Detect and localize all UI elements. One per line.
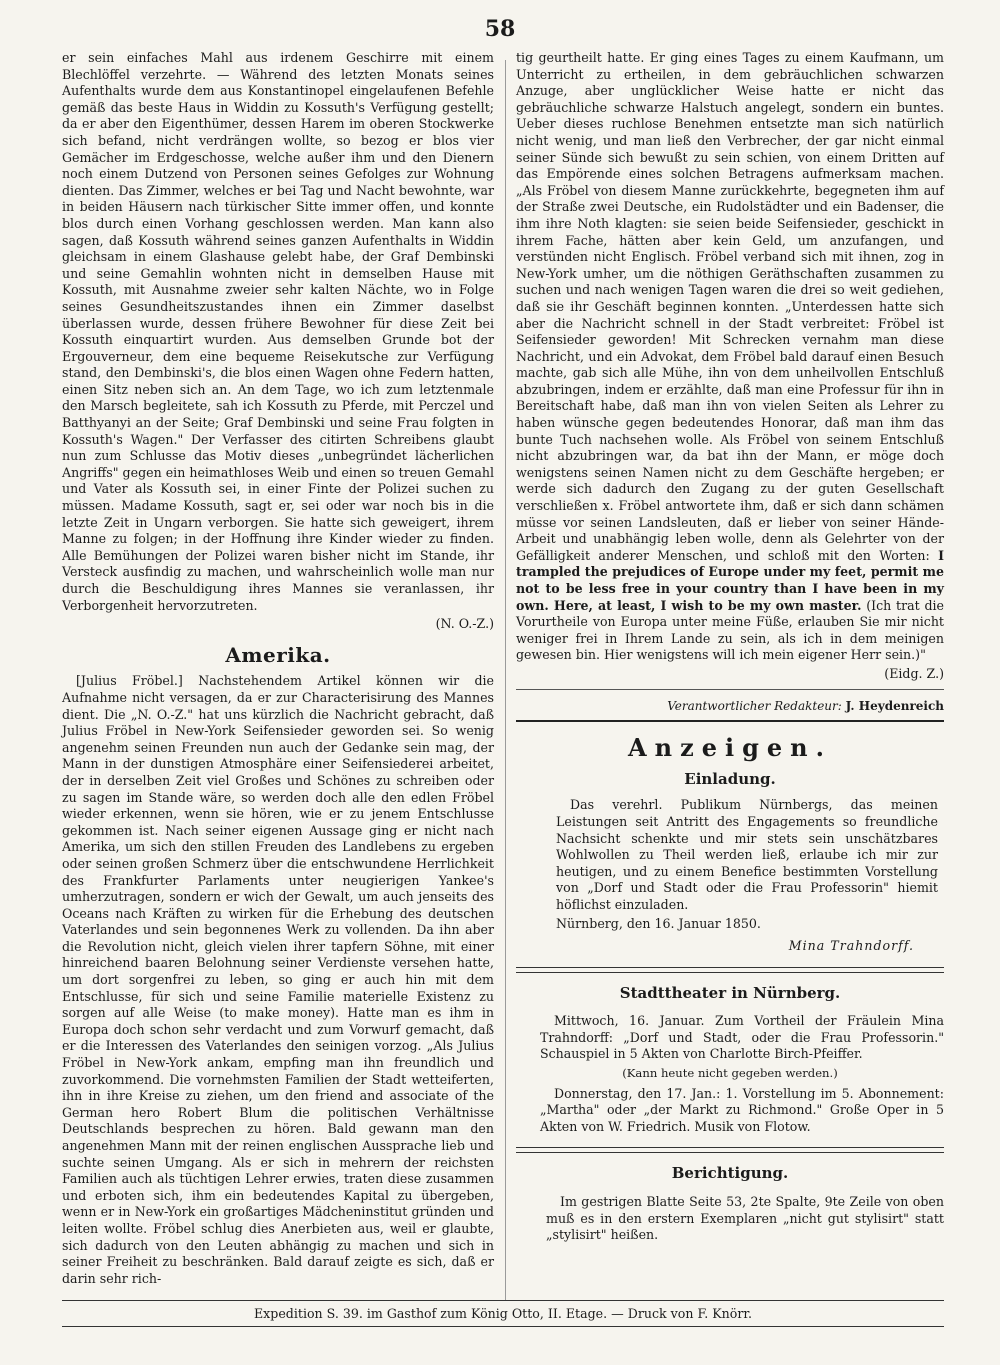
separator-rule bbox=[516, 720, 944, 722]
correction-title: Berichtigung. bbox=[671, 1164, 789, 1183]
article-lead: [Julius Fröbel.] bbox=[76, 673, 183, 689]
invitation-date: Nürnberg, den 16. Januar 1850. bbox=[556, 915, 761, 931]
editor-name: J. Heydenreich bbox=[845, 698, 944, 713]
editor-label: Verantwortlicher Redakteur: bbox=[667, 698, 842, 713]
performance-entry: Donnerstag, den 17. Jan.: 1. Vorstellung im 5. Abonnement: „Martha" oder „der Markt zu Richmond." Große Oper in 5 Akten von W. Friedrich. Musik von Flotow. bbox=[540, 1085, 944, 1134]
performance-note: (Kann heute nicht gegeben werden.) bbox=[622, 1066, 838, 1081]
footer-rule bbox=[62, 1300, 944, 1301]
article-continuation-text: tig geurtheilt hatte. Er ging eines Tages zu einem Kaufmann, um Unterricht zu ertheilen, in dem gebräuchlichen schwarzen Anzuge, aber unglücklicher Weise hatte er nicht das gebräuchliche schwarze Halstuch angelegt, sondern ein buntes. Ueber dieses ruchlose Benehmen entsetzte man sich natürlich nicht wenig, und man ließ den Verbrecher, der gar nicht einmal seiner Sünde sich bewußt zu sein schien, von einem Dritten auf das Empörende eines solchen Betragens aufmerksam machen. „Als Fröbel von diesem Manne zurückkehrte, begegneten ihm auf der Straße zwei Deutsche, ein Rudolstädter und ein Badenser, die ihm ihre Noth klagten: sie seien beide Seifensieder, geschickt in ihrem Fache, hätten aber kein Geld, um anzufangen, und verstünden nicht Englisch. Fröbel verband sich mit ihnen, zog in New-York umher, um die nöthigen Geräthschaften zusammen zu suchen und nach wenigen Tagen waren die drei so weit gediehen, daß sie ihr Geschäft beginnen konnten. „Unterdessen hatte sich aber die Nachricht schnell in der Stadt verbreitet: Fröbel ist Seifensieder geworden! Mit Schrecken vernahm man diese Nachricht, und ein Advokat, dem Fröbel bald darauf einen Besuch machte, gab sich alle Mühe, ihn von dem unheilvollen Entschluß abzubringen, indem er erzählte, daß man eine Professur für ihn in Bereitschaft habe, daß man ihn von vielen Seiten als Lehrer zu haben wünsche gegen bedeutendes Honorar, daß man ihm das bunte Tuch nachsehen wolle. Als Fröbel von seinem Entschluß nicht abzubringen war, da bat ihn der Mann, er möge doch wenigstens seinen Namen nicht zu dem Geschäfte hergeben; er werde sich dadurch den Zugang zu der guten Gesellschaft verschließen x. Fröbel antwortete ihm, daß er sich dann schämen müsse vor seinen Landsleuten, daß er lieber von seiner Hände-Arbeit und unabhängig leben wolle, denn als Gelehrter von der Gefälligkeit anderer Menschen, und schloß mit den Worten: bbox=[516, 50, 944, 563]
english-quote: I trampled the prejudices of Europe under my feet, permit me not to be less free in your country than I have been in my own. Here, at least, I wish to be my own master. bbox=[516, 547, 944, 613]
fröbel-article-continuation bbox=[516, 50, 944, 664]
invitation-text: Das verehrl. Publikum Nürnbergs, das meinen Leistungen seit Antritt des Engagements so freundliche Nachsicht schenkte und mir stets sein unschätzbares Wohlwollen zu Theil werden ließ, erlaube ich mir zur heutigen, und zu einem Benefice bestimmten Vorstellung von „Dorf und Stadt oder die Frau Professorin" hiemit höflichst einzuladen. bbox=[556, 797, 938, 912]
theater-title: Stadttheater in Nürnberg. bbox=[619, 983, 841, 1002]
separator-rule bbox=[516, 689, 944, 690]
fröbel-article-paragraph bbox=[62, 673, 494, 1287]
right-column bbox=[516, 50, 944, 1300]
invitation-title: Einladung. bbox=[684, 769, 776, 788]
page-number: 58 bbox=[484, 16, 516, 42]
continued-article-source: (N. O.-Z.) bbox=[435, 616, 494, 632]
editor-line bbox=[516, 698, 944, 715]
continued-article-text: er sein einfaches Mahl aus irdenem Geschirre mit einem Blechlöffel verzehrte. — Während des letzten Monats seines Aufenthalts wurde dem aus Konstantinopel eingelaufenen Befehle gemäß das beste Haus in Widdin zu Kossuth's Verfügung gestellt; da er aber den Eigenthümer, dessen Harem im oberen Stockwerke sich befand, nicht verdrängen wollte, so bezog er blos vier Gemächer im Erdgeschosse, welche außer ihm und den Dienern noch einem Dutzend von Personen seines Gefolges zur Wohnung dienten. Das Zimmer, welches er bei Tag und Nacht bewohnte, war in beiden Häusern nach türkischer Sitte immer offen, und konnte blos durch einen Vorhang geschlossen werden. Man kann also sagen, daß Kossuth während seines ganzen Aufenthalts in Widdin gleichsam in einem Glashause gelebt habe, der Graf Dembinski und seine Gemahlin wohnten nicht in demselben Hause mit Kossuth, mit Ausnahme zweier sehr kalten Nächte, wo in Folge seines Gesundheitszustandes ihnen ein Zimmer daselbst überlassen wurde, dessen frühere Bewohner für diese Zeit bei Kossuth einquartirt wurden. Aus demselben Grunde bot der Ergouverneur, dem eine bequeme Reisekutsche zur Verfügung stand, den Dembinski's, die blos einen Wagen ohne Federn hatten, einen Sitz neben sich an. An dem Tage, wo ich zum letztenmale den Marsch begleitete, sah ich Kossuth zu Pferde, mit Perczel und Batthyanyi an der Seite; Graf Dembinski und seine Frau folgten in Kossuth's Wagen." Der Verfasser des citirten Schreibens glaubt nun zum Schlusse das Motiv dieses „unbegründet lächerlichen Angriffs" gegen ein heimathloses Weib und einen so treuen Gemahl und Vater als Kossuth sei, in einer Finte der Polizei suchen zu müssen. Madame Kossuth, sagt er, sei oder war noch bis in die letzte Zeit in Ungarn verborgen. Sie hatte sich geweigert, ihrem Manne zu folgen; in der Hoffnung ihre Kinder wieder zu finden. Alle Bemühungen der Polizei waren bisher nicht im Stande, ihr Versteck ausfindig zu machen, und wahrscheinlich wolle man nur durch die Beschuldigung ihres Mannes sie veranlassen, ihr Verborgenheit hervorzutreten. bbox=[62, 50, 494, 613]
invitation-signature: Mina Trahndorff. bbox=[788, 938, 914, 954]
footer-imprint: Expedition S. 39. im Gasthof zum König Otto, II. Etage. — Druck von F. Knörr. bbox=[253, 1306, 752, 1321]
separator-rule bbox=[516, 1147, 944, 1153]
section-heading-amerika: Amerika. bbox=[225, 642, 331, 667]
article-source: (Eidg. Z.) bbox=[884, 665, 944, 681]
quote-translation: (Ich trat die Vorurtheile von Europa unter meine Füße, erlauben Sie mir nicht weniger frei in Ihrem Lande zu sein, als ich in dem meinigen gewesen bin. Hier wenigstens will ich mein eigener Herr sein.)" bbox=[516, 597, 944, 663]
performance-entry: Mittwoch, 16. Januar. Zum Vortheil der Fräulein Mina Trahndorff: „Dorf und Stadt, oder die Frau Professorin." Schauspiel in 5 Akten von Charlotte Birch-Pfeiffer. bbox=[540, 1013, 944, 1062]
footer-rule bbox=[62, 1326, 944, 1327]
separator-rule bbox=[516, 967, 944, 973]
left-column bbox=[62, 50, 494, 1285]
column-divider bbox=[505, 60, 506, 1300]
ads-heading: Anzeigen. bbox=[628, 733, 832, 763]
correction-text: Im gestrigen Blatte Seite 53, 2te Spalte, 9te Zeile von oben muß es in den erstern Exemplaren „nicht gut stylisirt" statt „stylisirt" heißen. bbox=[546, 1194, 944, 1243]
fröbel-article-text: Nachstehendem Artikel können wir die Aufnahme nicht versagen, da er zur Characterisirung des Mannes dient. Die „N. O.-Z." hat uns kürzlich die Nachricht gebracht, daß Julius Fröbel in New-York Seifensieder geworden sei. So wenig angenehm seinen Freunden nun auch der Gedanke sein mag, der Mann in der dunstigen Atmosphäre einer Seifensiederei arbeitet, der in derselben Zeit viel Großes und Schönes zu schreiben oder zu sagen im Stande wäre, so werden doch alle den edlen Fröbel wieder erkennen, wenn sie hören, wie er zu jenem Entschlusse gekommen ist. Nach seiner eigenen Aussage ging er nicht nach Amerika, um sich den stillen Freuden des Landlebens zu ergeben oder seinen großen Schmerz über die entschwundene Herrlichkeit des Frankfurter Parlaments unter neugierigen Yankee's umherzutragen, sondern er wich der Gewalt, um auch jenseits des Oceans nach Kräften zu wirken für die Erhebung des deutschen Vaterlandes und sein begonnenes Werk zu vollenden. Da ihn aber die Revolution nicht, gleich vielen ihrer tapfern Söhne, mit einer hinreichend baaren Belohnung seiner Verdienste versehen hatte, um dort sorgenfrei zu leben, so ging er auch hin mit dem Entschlusse, für sich und seine Familie materielle Existenz zu sorgen auf alle Weise (to make money). Hatte man es ihm in Europa doch schon sehr verdacht und zum Vorwurf gemacht, daß er die Interessen des Vaterlandes den seinigen vorzog. „Als Julius Fröbel in New-York ankam, empfing man ihn freundlich und zuvorkommend. Die vornehmsten Familien der Stadt wetteiferten, ihn in ihre Kreise zu ziehen, um den friend and associate of the German hero Robert Blum die politischen Verhältnisse Deutschlands besprechen zu hören. Bald gewann man den angenehmen Mann mit der reinen englischen Aussprache lieb und suchte seinen Umgang. Als er sich in mehrern der reichsten Familien auch als tüchtigen Lehrer erwies, traten diese zusammen und erboten sich, ihm ein bedeutendes Kapital zu übergeben, wenn er in New-York ein großartiges Mädcheninstitut gründen und leiten wollte. Fröbel schlug dies Anerbieten aus, weil er glaubte, sich dadurch von den Leuten abhängig zu machen und sich in seiner Freiheit zu beschränken. Bald darauf zeigte es sich, daß er darin sehr rich- bbox=[62, 673, 494, 1286]
